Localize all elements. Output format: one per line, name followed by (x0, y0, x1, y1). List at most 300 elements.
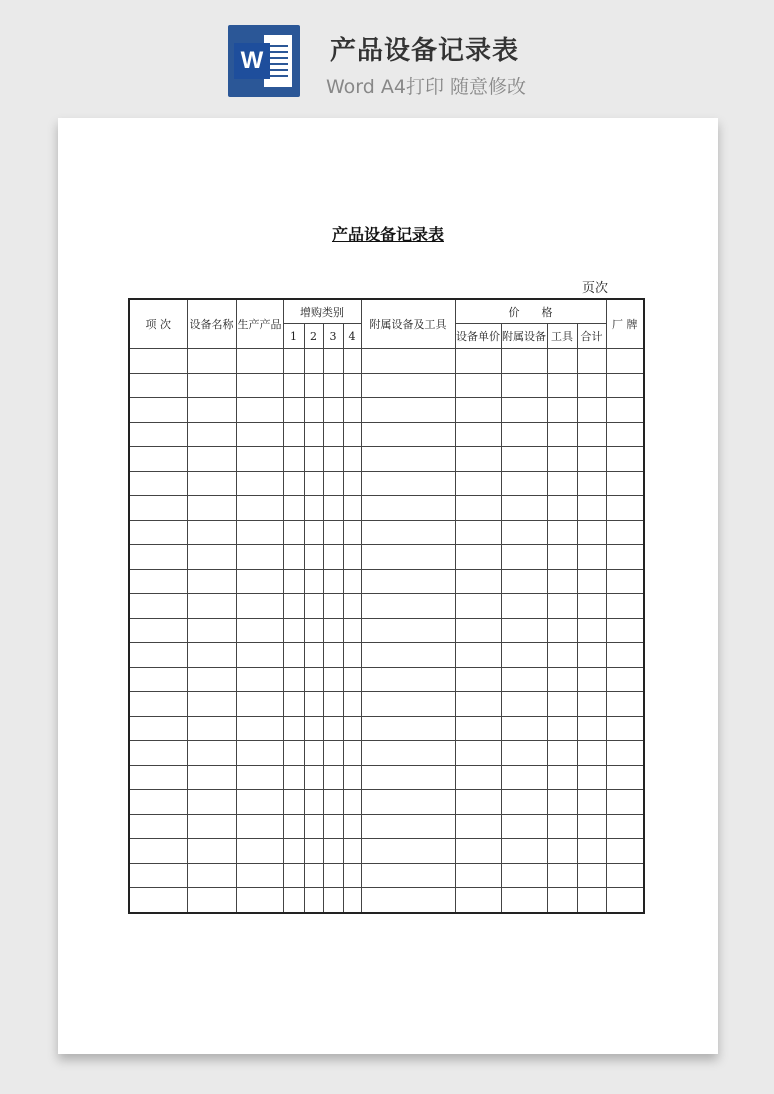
table-cell[interactable] (187, 545, 236, 570)
table-cell[interactable] (187, 741, 236, 766)
table-cell[interactable] (283, 814, 304, 839)
table-cell[interactable] (236, 594, 283, 619)
table-cell[interactable] (129, 349, 187, 374)
table-cell[interactable] (187, 422, 236, 447)
table-cell[interactable] (606, 790, 644, 815)
table-cell[interactable] (501, 888, 547, 913)
table-cell[interactable] (547, 594, 577, 619)
table-cell[interactable] (501, 863, 547, 888)
table-cell[interactable] (323, 569, 343, 594)
table-cell[interactable] (606, 594, 644, 619)
table-cell[interactable] (547, 741, 577, 766)
table-cell[interactable] (343, 447, 361, 472)
table-cell[interactable] (187, 496, 236, 521)
table-cell[interactable] (547, 618, 577, 643)
table-cell[interactable] (606, 716, 644, 741)
table-cell[interactable] (455, 569, 501, 594)
table-cell[interactable] (187, 447, 236, 472)
table-cell[interactable] (455, 716, 501, 741)
table-cell[interactable] (455, 447, 501, 472)
table-cell[interactable] (323, 863, 343, 888)
table-cell[interactable] (361, 716, 455, 741)
table-cell[interactable] (606, 643, 644, 668)
table-cell[interactable] (283, 349, 304, 374)
table-cell[interactable] (577, 716, 606, 741)
table-cell[interactable] (304, 741, 323, 766)
table-cell[interactable] (606, 863, 644, 888)
table-cell[interactable] (236, 741, 283, 766)
table-cell[interactable] (501, 716, 547, 741)
table-cell[interactable] (547, 765, 577, 790)
table-cell[interactable] (361, 667, 455, 692)
table-cell[interactable] (129, 520, 187, 545)
table-cell[interactable] (323, 520, 343, 545)
table-cell[interactable] (187, 814, 236, 839)
table-cell[interactable] (283, 471, 304, 496)
table-cell[interactable] (455, 839, 501, 864)
table-cell[interactable] (343, 741, 361, 766)
table-cell[interactable] (304, 471, 323, 496)
table-cell[interactable] (606, 667, 644, 692)
table-cell[interactable] (236, 863, 283, 888)
table-cell[interactable] (501, 618, 547, 643)
table-cell[interactable] (606, 839, 644, 864)
table-cell[interactable] (129, 594, 187, 619)
table-cell[interactable] (323, 496, 343, 521)
table-cell[interactable] (323, 839, 343, 864)
table-cell[interactable] (343, 569, 361, 594)
table-cell[interactable] (129, 741, 187, 766)
table-cell[interactable] (129, 618, 187, 643)
table-cell[interactable] (606, 618, 644, 643)
table-cell[interactable] (577, 790, 606, 815)
table-cell[interactable] (361, 888, 455, 913)
table-cell[interactable] (323, 814, 343, 839)
table-cell[interactable] (361, 496, 455, 521)
table-cell[interactable] (304, 716, 323, 741)
table-cell[interactable] (187, 863, 236, 888)
table-cell[interactable] (606, 447, 644, 472)
table-cell[interactable] (236, 790, 283, 815)
table-cell[interactable] (129, 422, 187, 447)
table-cell[interactable] (283, 373, 304, 398)
table-cell[interactable] (304, 545, 323, 570)
table-cell[interactable] (606, 569, 644, 594)
table-cell[interactable] (455, 765, 501, 790)
table-cell[interactable] (455, 520, 501, 545)
table-cell[interactable] (501, 398, 547, 423)
table-cell[interactable] (547, 716, 577, 741)
table-cell[interactable] (343, 667, 361, 692)
table-cell[interactable] (577, 471, 606, 496)
table-cell[interactable] (361, 692, 455, 717)
table-cell[interactable] (343, 471, 361, 496)
table-cell[interactable] (501, 447, 547, 472)
table-cell[interactable] (283, 863, 304, 888)
table-cell[interactable] (343, 765, 361, 790)
table-cell[interactable] (236, 692, 283, 717)
table-cell[interactable] (577, 594, 606, 619)
table-cell[interactable] (129, 569, 187, 594)
table-cell[interactable] (187, 594, 236, 619)
table-cell[interactable] (547, 692, 577, 717)
table-cell[interactable] (606, 545, 644, 570)
table-cell[interactable] (187, 643, 236, 668)
table-cell[interactable] (236, 643, 283, 668)
table-cell[interactable] (187, 692, 236, 717)
table-cell[interactable] (343, 398, 361, 423)
table-cell[interactable] (577, 692, 606, 717)
table-cell[interactable] (236, 349, 283, 374)
table-cell[interactable] (361, 545, 455, 570)
table-cell[interactable] (323, 716, 343, 741)
table-cell[interactable] (129, 496, 187, 521)
table-cell[interactable] (323, 692, 343, 717)
table-cell[interactable] (455, 814, 501, 839)
table-cell[interactable] (283, 741, 304, 766)
table-cell[interactable] (343, 814, 361, 839)
table-cell[interactable] (361, 349, 455, 374)
table-cell[interactable] (283, 839, 304, 864)
table-cell[interactable] (129, 447, 187, 472)
table-cell[interactable] (129, 888, 187, 913)
table-cell[interactable] (455, 643, 501, 668)
table-cell[interactable] (361, 422, 455, 447)
table-cell[interactable] (547, 398, 577, 423)
table-cell[interactable] (577, 741, 606, 766)
table-cell[interactable] (547, 447, 577, 472)
table-cell[interactable] (455, 471, 501, 496)
table-cell[interactable] (283, 398, 304, 423)
table-cell[interactable] (455, 667, 501, 692)
table-cell[interactable] (187, 618, 236, 643)
table-cell[interactable] (501, 520, 547, 545)
table-cell[interactable] (577, 545, 606, 570)
table-cell[interactable] (501, 349, 547, 374)
table-cell[interactable] (236, 398, 283, 423)
table-cell[interactable] (343, 888, 361, 913)
table-cell[interactable] (343, 520, 361, 545)
table-cell[interactable] (343, 692, 361, 717)
table-cell[interactable] (343, 349, 361, 374)
table-cell[interactable] (361, 741, 455, 766)
table-cell[interactable] (129, 839, 187, 864)
table-cell[interactable] (236, 447, 283, 472)
table-cell[interactable] (304, 765, 323, 790)
table-cell[interactable] (343, 839, 361, 864)
table-cell[interactable] (236, 839, 283, 864)
table-cell[interactable] (304, 839, 323, 864)
table-cell[interactable] (547, 643, 577, 668)
table-cell[interactable] (323, 373, 343, 398)
table-cell[interactable] (361, 569, 455, 594)
table-cell[interactable] (129, 692, 187, 717)
table-cell[interactable] (323, 765, 343, 790)
table-cell[interactable] (283, 422, 304, 447)
table-cell[interactable] (236, 422, 283, 447)
table-cell[interactable] (343, 716, 361, 741)
table-cell[interactable] (187, 839, 236, 864)
table-cell[interactable] (577, 863, 606, 888)
table-cell[interactable] (547, 888, 577, 913)
table-cell[interactable] (129, 716, 187, 741)
table-cell[interactable] (323, 422, 343, 447)
table-cell[interactable] (547, 667, 577, 692)
table-cell[interactable] (547, 863, 577, 888)
table-cell[interactable] (547, 790, 577, 815)
table-cell[interactable] (577, 618, 606, 643)
table-cell[interactable] (501, 643, 547, 668)
table-cell[interactable] (455, 741, 501, 766)
table-cell[interactable] (577, 643, 606, 668)
table-cell[interactable] (283, 520, 304, 545)
table-cell[interactable] (323, 545, 343, 570)
table-cell[interactable] (606, 349, 644, 374)
table-cell[interactable] (547, 520, 577, 545)
table-cell[interactable] (577, 814, 606, 839)
table-cell[interactable] (187, 888, 236, 913)
table-cell[interactable] (501, 765, 547, 790)
table-cell[interactable] (236, 496, 283, 521)
table-cell[interactable] (187, 765, 236, 790)
table-cell[interactable] (236, 569, 283, 594)
table-cell[interactable] (236, 888, 283, 913)
table-cell[interactable] (361, 373, 455, 398)
table-cell[interactable] (323, 790, 343, 815)
table-cell[interactable] (606, 471, 644, 496)
table-cell[interactable] (323, 349, 343, 374)
table-cell[interactable] (577, 839, 606, 864)
table-cell[interactable] (187, 520, 236, 545)
table-cell[interactable] (187, 569, 236, 594)
table-cell[interactable] (547, 422, 577, 447)
table-cell[interactable] (283, 692, 304, 717)
table-cell[interactable] (283, 667, 304, 692)
table-cell[interactable] (283, 569, 304, 594)
table-cell[interactable] (323, 741, 343, 766)
table-cell[interactable] (283, 447, 304, 472)
table-cell[interactable] (501, 839, 547, 864)
table-cell[interactable] (606, 398, 644, 423)
table-cell[interactable] (323, 398, 343, 423)
table-cell[interactable] (606, 765, 644, 790)
table-cell[interactable] (129, 643, 187, 668)
table-cell[interactable] (577, 888, 606, 913)
table-cell[interactable] (304, 814, 323, 839)
table-cell[interactable] (455, 692, 501, 717)
table-cell[interactable] (547, 349, 577, 374)
table-cell[interactable] (455, 349, 501, 374)
table-cell[interactable] (304, 618, 323, 643)
table-cell[interactable] (304, 349, 323, 374)
table-cell[interactable] (343, 643, 361, 668)
table-cell[interactable] (304, 594, 323, 619)
table-cell[interactable] (323, 888, 343, 913)
table-cell[interactable] (236, 716, 283, 741)
table-row (129, 643, 644, 668)
table-cell[interactable] (606, 373, 644, 398)
table-cell[interactable] (129, 373, 187, 398)
table-cell[interactable] (323, 447, 343, 472)
table-cell[interactable] (187, 398, 236, 423)
table-cell[interactable] (343, 618, 361, 643)
table-cell[interactable] (129, 398, 187, 423)
table-cell[interactable] (577, 765, 606, 790)
table-cell[interactable] (129, 667, 187, 692)
table-cell[interactable] (236, 765, 283, 790)
table-cell[interactable] (236, 667, 283, 692)
table-cell[interactable] (361, 863, 455, 888)
table-cell[interactable] (361, 790, 455, 815)
table-cell[interactable] (455, 496, 501, 521)
table-cell[interactable] (577, 422, 606, 447)
table-cell[interactable] (343, 422, 361, 447)
table-cell[interactable] (236, 373, 283, 398)
table-cell[interactable] (501, 496, 547, 521)
table-cell[interactable] (361, 618, 455, 643)
table-cell[interactable] (129, 863, 187, 888)
table-cell[interactable] (547, 814, 577, 839)
table-cell[interactable] (361, 765, 455, 790)
table-cell[interactable] (343, 545, 361, 570)
table-cell[interactable] (304, 569, 323, 594)
table-cell[interactable] (361, 594, 455, 619)
table-cell[interactable] (343, 790, 361, 815)
table-cell[interactable] (577, 667, 606, 692)
table-cell[interactable] (547, 373, 577, 398)
table-cell[interactable] (323, 471, 343, 496)
table-cell[interactable] (606, 422, 644, 447)
table-cell[interactable] (361, 643, 455, 668)
table-cell[interactable] (236, 814, 283, 839)
table-cell[interactable] (323, 643, 343, 668)
table-cell[interactable] (455, 594, 501, 619)
table-cell[interactable] (283, 545, 304, 570)
table-cell[interactable] (577, 349, 606, 374)
table-cell[interactable] (455, 373, 501, 398)
table-cell[interactable] (304, 422, 323, 447)
table-cell[interactable] (187, 790, 236, 815)
table-cell[interactable] (455, 888, 501, 913)
table-cell[interactable] (577, 398, 606, 423)
table-cell[interactable] (323, 594, 343, 619)
table-cell[interactable] (606, 814, 644, 839)
table-cell[interactable] (606, 520, 644, 545)
table-cell[interactable] (283, 765, 304, 790)
table-cell[interactable] (361, 520, 455, 545)
table-cell[interactable] (501, 569, 547, 594)
table-cell[interactable] (501, 545, 547, 570)
table-cell[interactable] (547, 839, 577, 864)
table-cell[interactable] (187, 667, 236, 692)
table-cell[interactable] (304, 790, 323, 815)
table-cell[interactable] (236, 545, 283, 570)
table-cell[interactable] (547, 471, 577, 496)
table-cell[interactable] (343, 594, 361, 619)
table-cell[interactable] (501, 594, 547, 619)
table-cell[interactable] (501, 790, 547, 815)
table-cell[interactable] (547, 545, 577, 570)
table-cell[interactable] (129, 814, 187, 839)
table-cell[interactable] (577, 447, 606, 472)
table-cell[interactable] (343, 863, 361, 888)
table-cell[interactable] (361, 839, 455, 864)
table-cell[interactable] (343, 373, 361, 398)
table-cell[interactable] (187, 716, 236, 741)
table-cell[interactable] (283, 618, 304, 643)
table-cell[interactable] (304, 447, 323, 472)
table-cell[interactable] (455, 790, 501, 815)
table-cell[interactable] (361, 398, 455, 423)
table-cell[interactable] (577, 373, 606, 398)
table-cell[interactable] (501, 741, 547, 766)
table-cell[interactable] (304, 692, 323, 717)
table-cell[interactable] (187, 349, 236, 374)
table-cell[interactable] (501, 667, 547, 692)
table-cell[interactable] (455, 618, 501, 643)
table-cell[interactable] (283, 496, 304, 521)
table-cell[interactable] (455, 545, 501, 570)
table-cell[interactable] (547, 569, 577, 594)
table-cell[interactable] (606, 692, 644, 717)
table-cell[interactable] (577, 520, 606, 545)
table-cell[interactable] (304, 643, 323, 668)
table-cell[interactable] (129, 545, 187, 570)
table-cell[interactable] (501, 471, 547, 496)
table-cell[interactable] (187, 373, 236, 398)
table-cell[interactable] (361, 447, 455, 472)
table-cell[interactable] (501, 814, 547, 839)
table-cell[interactable] (304, 373, 323, 398)
table-cell[interactable] (343, 496, 361, 521)
table-cell[interactable] (283, 888, 304, 913)
table-cell[interactable] (236, 618, 283, 643)
table-cell[interactable] (361, 471, 455, 496)
table-cell[interactable] (606, 496, 644, 521)
table-cell[interactable] (323, 667, 343, 692)
table-cell[interactable] (455, 422, 501, 447)
table-cell[interactable] (606, 888, 644, 913)
table-cell[interactable] (304, 496, 323, 521)
table-cell[interactable] (501, 692, 547, 717)
table-cell[interactable] (577, 496, 606, 521)
table-cell[interactable] (323, 618, 343, 643)
table-cell[interactable] (455, 398, 501, 423)
table-cell[interactable] (129, 765, 187, 790)
table-cell[interactable] (129, 790, 187, 815)
table-cell[interactable] (304, 667, 323, 692)
table-cell[interactable] (304, 863, 323, 888)
table-cell[interactable] (283, 790, 304, 815)
table-cell[interactable] (187, 471, 236, 496)
table-cell[interactable] (236, 471, 283, 496)
table-cell[interactable] (304, 888, 323, 913)
table-cell[interactable] (455, 863, 501, 888)
table-cell[interactable] (304, 398, 323, 423)
table-cell[interactable] (283, 594, 304, 619)
table-cell[interactable] (361, 814, 455, 839)
table-cell[interactable] (577, 569, 606, 594)
table-cell[interactable] (304, 520, 323, 545)
table-cell[interactable] (283, 643, 304, 668)
table-cell[interactable] (283, 716, 304, 741)
table-cell[interactable] (501, 373, 547, 398)
table-cell[interactable] (606, 741, 644, 766)
table-cell[interactable] (547, 496, 577, 521)
table-cell[interactable] (129, 471, 187, 496)
table-cell[interactable] (501, 422, 547, 447)
table-cell[interactable] (236, 520, 283, 545)
